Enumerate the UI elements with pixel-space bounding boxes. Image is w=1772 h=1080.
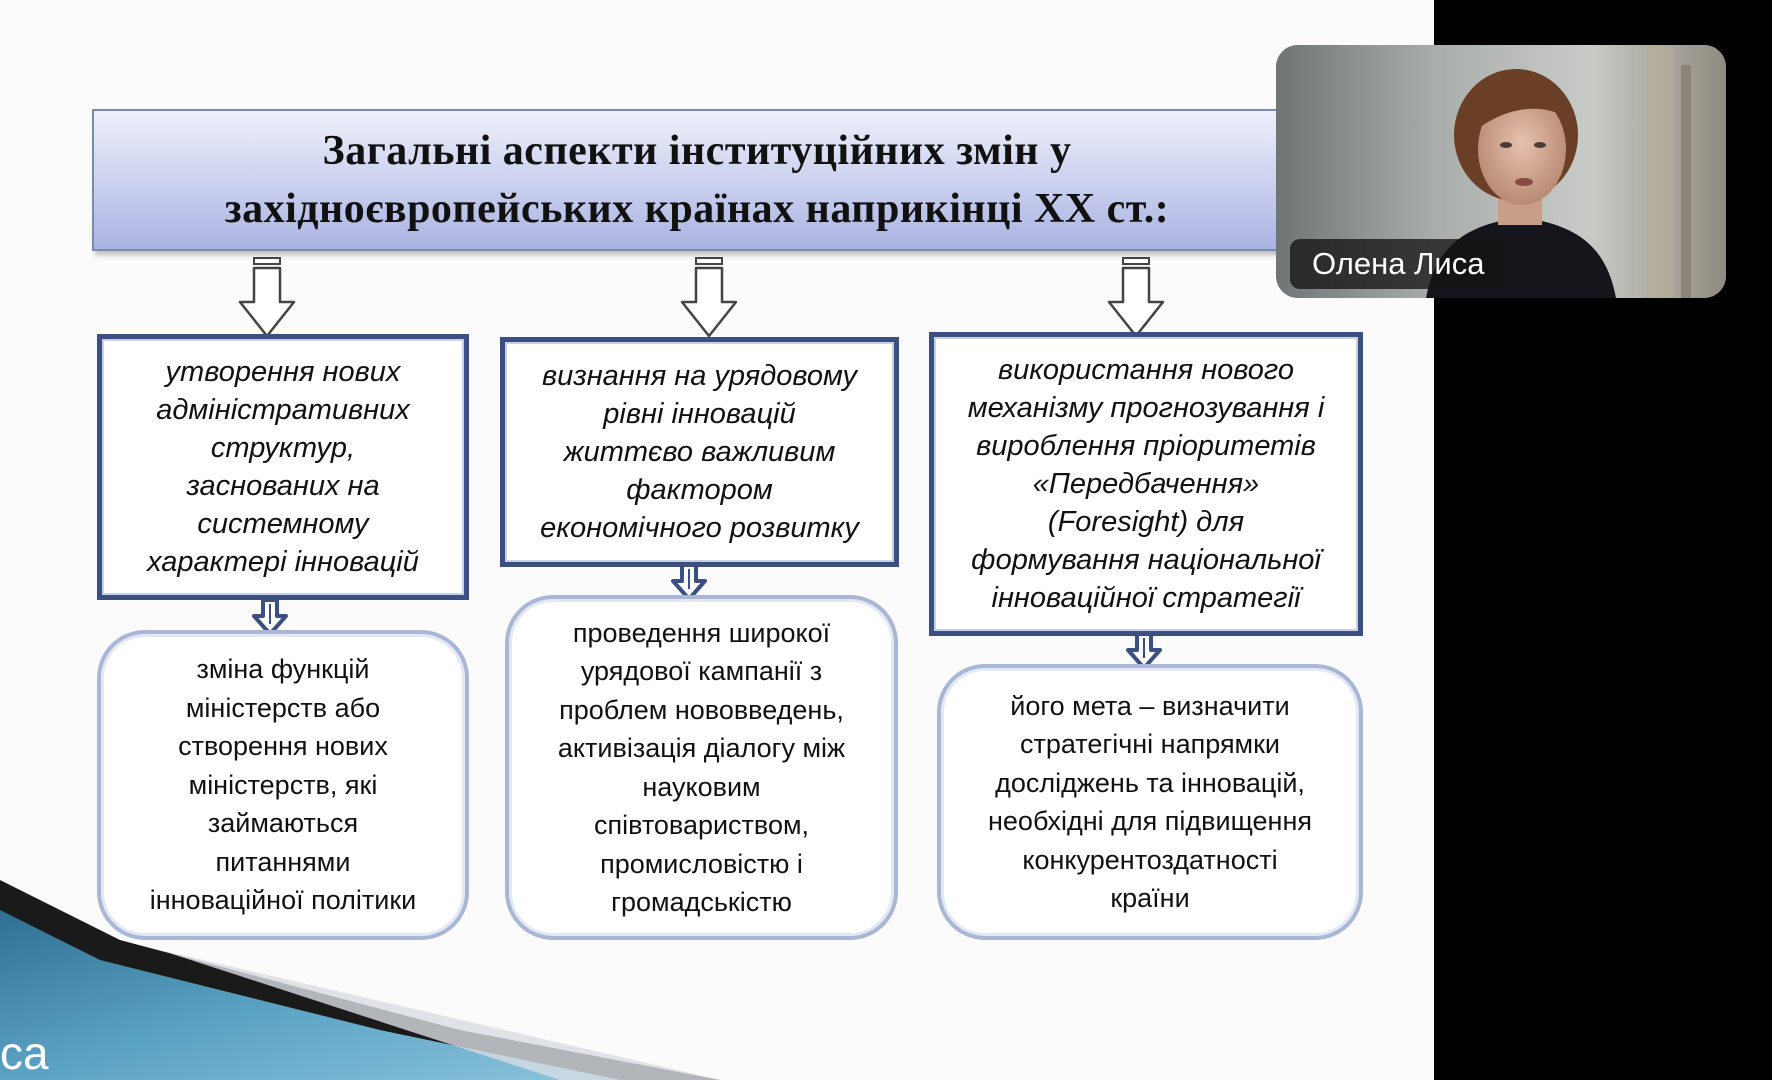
result-line: міністерств або xyxy=(185,692,381,723)
slide-corner-decoration xyxy=(0,880,720,1080)
aspect-line: системному xyxy=(197,508,369,540)
result-line: активізація діалогу між xyxy=(557,733,846,763)
aspect-line: механізму прогнозування і xyxy=(967,392,1325,424)
participant-name-tag: Олена Лиса xyxy=(1290,239,1506,289)
aspect-line: економічного розвитку xyxy=(540,512,859,544)
aspect-text-3 xyxy=(968,351,1325,617)
aspect-line: структур, xyxy=(210,432,356,464)
result-line: науковим xyxy=(642,771,761,802)
aspect-line: «Передбачення» xyxy=(1032,468,1260,500)
result-line: необхідні для підвищення xyxy=(988,806,1312,836)
participant-video-tile[interactable] xyxy=(1276,45,1726,298)
aspect-line: характері інновацій xyxy=(147,546,419,578)
result-text-3 xyxy=(988,687,1312,918)
aspect-line: (Foresight) для xyxy=(1047,506,1245,538)
aspect-line: заснованих на xyxy=(186,470,380,502)
slide-title xyxy=(225,122,1170,238)
result-line: урядової кампанії з xyxy=(580,656,823,686)
slide-corner-text: са xyxy=(0,1027,49,1079)
aspect-box-1 xyxy=(97,334,469,600)
result-line: міністерств, які xyxy=(188,769,378,800)
down-arrow-icon xyxy=(238,256,296,338)
slide-title-box xyxy=(92,109,1302,251)
aspect-line: формування національної xyxy=(971,544,1321,576)
result-line: промисловістю і xyxy=(600,848,803,879)
slide-title-line-2: західноєвропейських країнах наприкінці XX ст.: xyxy=(224,186,1170,232)
aspect-box-3 xyxy=(929,332,1363,636)
result-line: співтовариством, xyxy=(593,810,810,840)
result-line: питаннями xyxy=(215,846,351,877)
aspect-line: утворення нових xyxy=(165,356,401,388)
result-line: досліджень та інновацій, xyxy=(995,767,1305,798)
aspect-line: рівні інновацій xyxy=(603,398,796,430)
aspect-line: вироблення пріоритетів xyxy=(976,430,1316,462)
aspect-line: визнання на урядовому xyxy=(541,360,858,392)
aspect-line: використання нового xyxy=(997,354,1295,386)
aspect-line: життєво важливим xyxy=(563,436,836,468)
result-line: його мета – визначити xyxy=(1010,690,1290,721)
result-text-2 xyxy=(558,614,845,922)
result-line: стратегічні напрямки xyxy=(1019,729,1281,759)
down-arrow-icon xyxy=(680,256,738,338)
result-line: країни xyxy=(1110,883,1190,913)
aspect-line: адміністративних xyxy=(156,394,410,426)
result-line: зміна функцій xyxy=(196,654,370,685)
down-arrow-icon xyxy=(1107,256,1165,338)
result-line: займаються xyxy=(207,808,359,839)
result-line: конкурентоздатності xyxy=(1022,844,1278,875)
result-line: громадськістю xyxy=(611,887,792,917)
result-line: інноваційної політики xyxy=(149,885,417,916)
result-box-3 xyxy=(937,664,1363,940)
aspect-line: інноваційної стратегії xyxy=(991,582,1301,614)
aspect-text-1 xyxy=(147,353,419,581)
result-line: проблем нововведень, xyxy=(559,694,844,725)
result-line: створення нових xyxy=(178,731,388,762)
aspect-line: фактором xyxy=(626,474,773,506)
slide-title-line-1: Загальні аспекти інституційних змін у xyxy=(322,128,1072,174)
result-line: проведення широкої xyxy=(572,617,831,648)
aspect-text-2 xyxy=(540,357,859,547)
aspect-box-2 xyxy=(500,337,899,567)
